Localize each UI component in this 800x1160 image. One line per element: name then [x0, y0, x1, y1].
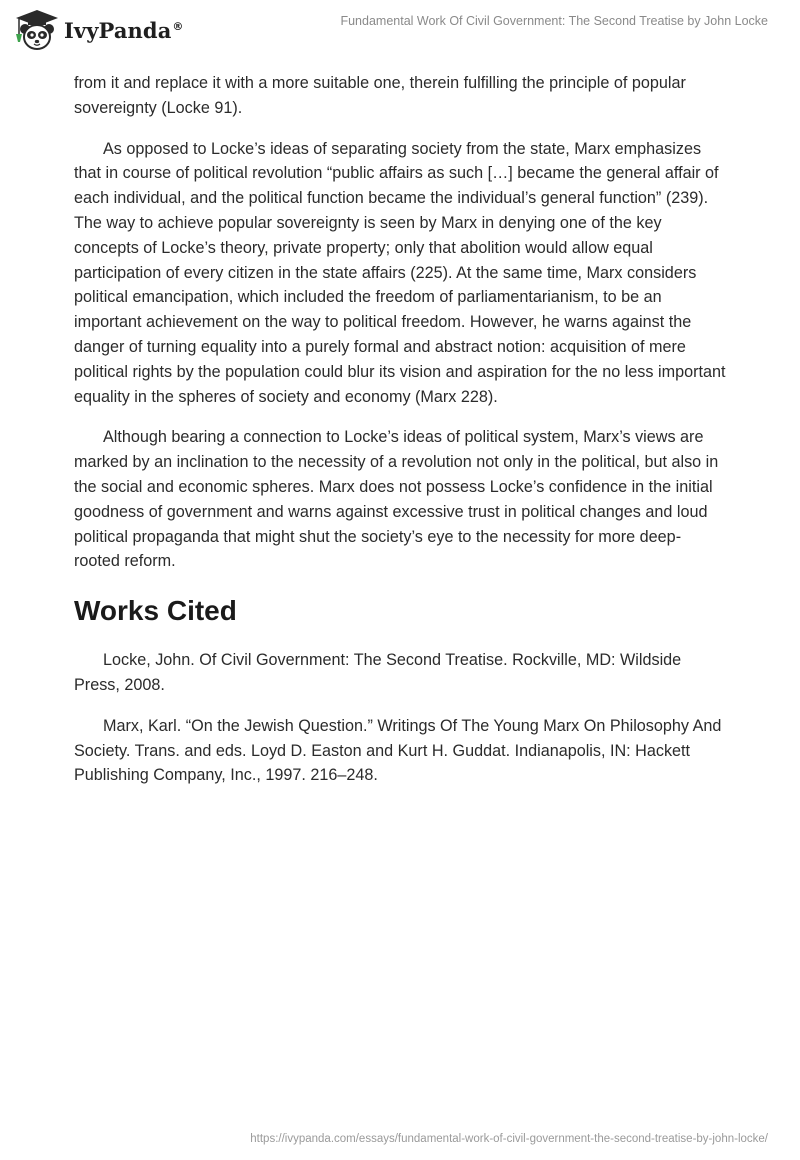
page-header: [0, 0, 800, 60]
citation-entry: Marx, Karl. “On the Jewish Question.” Writings Of The Young Marx On Philosophy And Society. Trans. and eds. Loyd D. Easton and Kurt H. Guddat. Indianapolis, IN: Hackett Publishing Company, Inc., 1997. 216–248.: [74, 716, 722, 785]
document-title: Fundamental Work Of Civil Government: The Second Treatise by John Locke: [340, 14, 768, 28]
brand-name: IvyPanda®: [64, 17, 184, 43]
essay-content: [74, 71, 726, 804]
source-url[interactable]: https://ivypanda.com/essays/fundamental-work-of-civil-government-the-second-treatise-by-john-locke/: [250, 1133, 768, 1145]
paragraph: from it and replace it with a more suitable one, therein fulfilling the principle of popular sovereignty (Locke 91).: [74, 74, 686, 117]
panda-graduate-icon: [14, 8, 60, 52]
works-cited-heading: Works Cited: [74, 595, 237, 627]
ivypanda-logo[interactable]: [14, 8, 184, 52]
paragraph: As opposed to Locke’s ideas of separating society from the state, Marx emphasizes that in course of political revolution “public affairs as such […] became the general affair of each individual, and the political function became the individual’s general function” (239). The way to achieve popular sovereignty is seen by Marx in denying one of the key concepts of Locke’s theory, private property; only that abolition would allow equal participation of every citizen in the state affairs (225). At the same time, Marx considers political emancipation, which included the freedom of parliamentarianism, to be an important achievement on the way to political freedom. However, he warns against the danger of turning equality into a purely formal and abstract notion: acquisition of mere political rights by the population could blur its vision and aspiration for the no less important equality in the spheres of society and economy (Marx 228).: [74, 139, 726, 406]
paragraph: Although bearing a connection to Locke’s ideas of political system, Marx’s views are marked by an inclination to the necessity of a revolution not only in the political, but also in the social and economic spheres. Marx does not possess Locke’s confidence in the initial goodness of government and warns against excessive trust in political changes and loud political propaganda that might shut the society’s eye to the necessity for more deep-rooted reform.: [74, 428, 719, 571]
citation-entry: Locke, John. Of Civil Government: The Second Treatise. Rockville, MD: Wildside Press, 2008.: [74, 651, 682, 694]
